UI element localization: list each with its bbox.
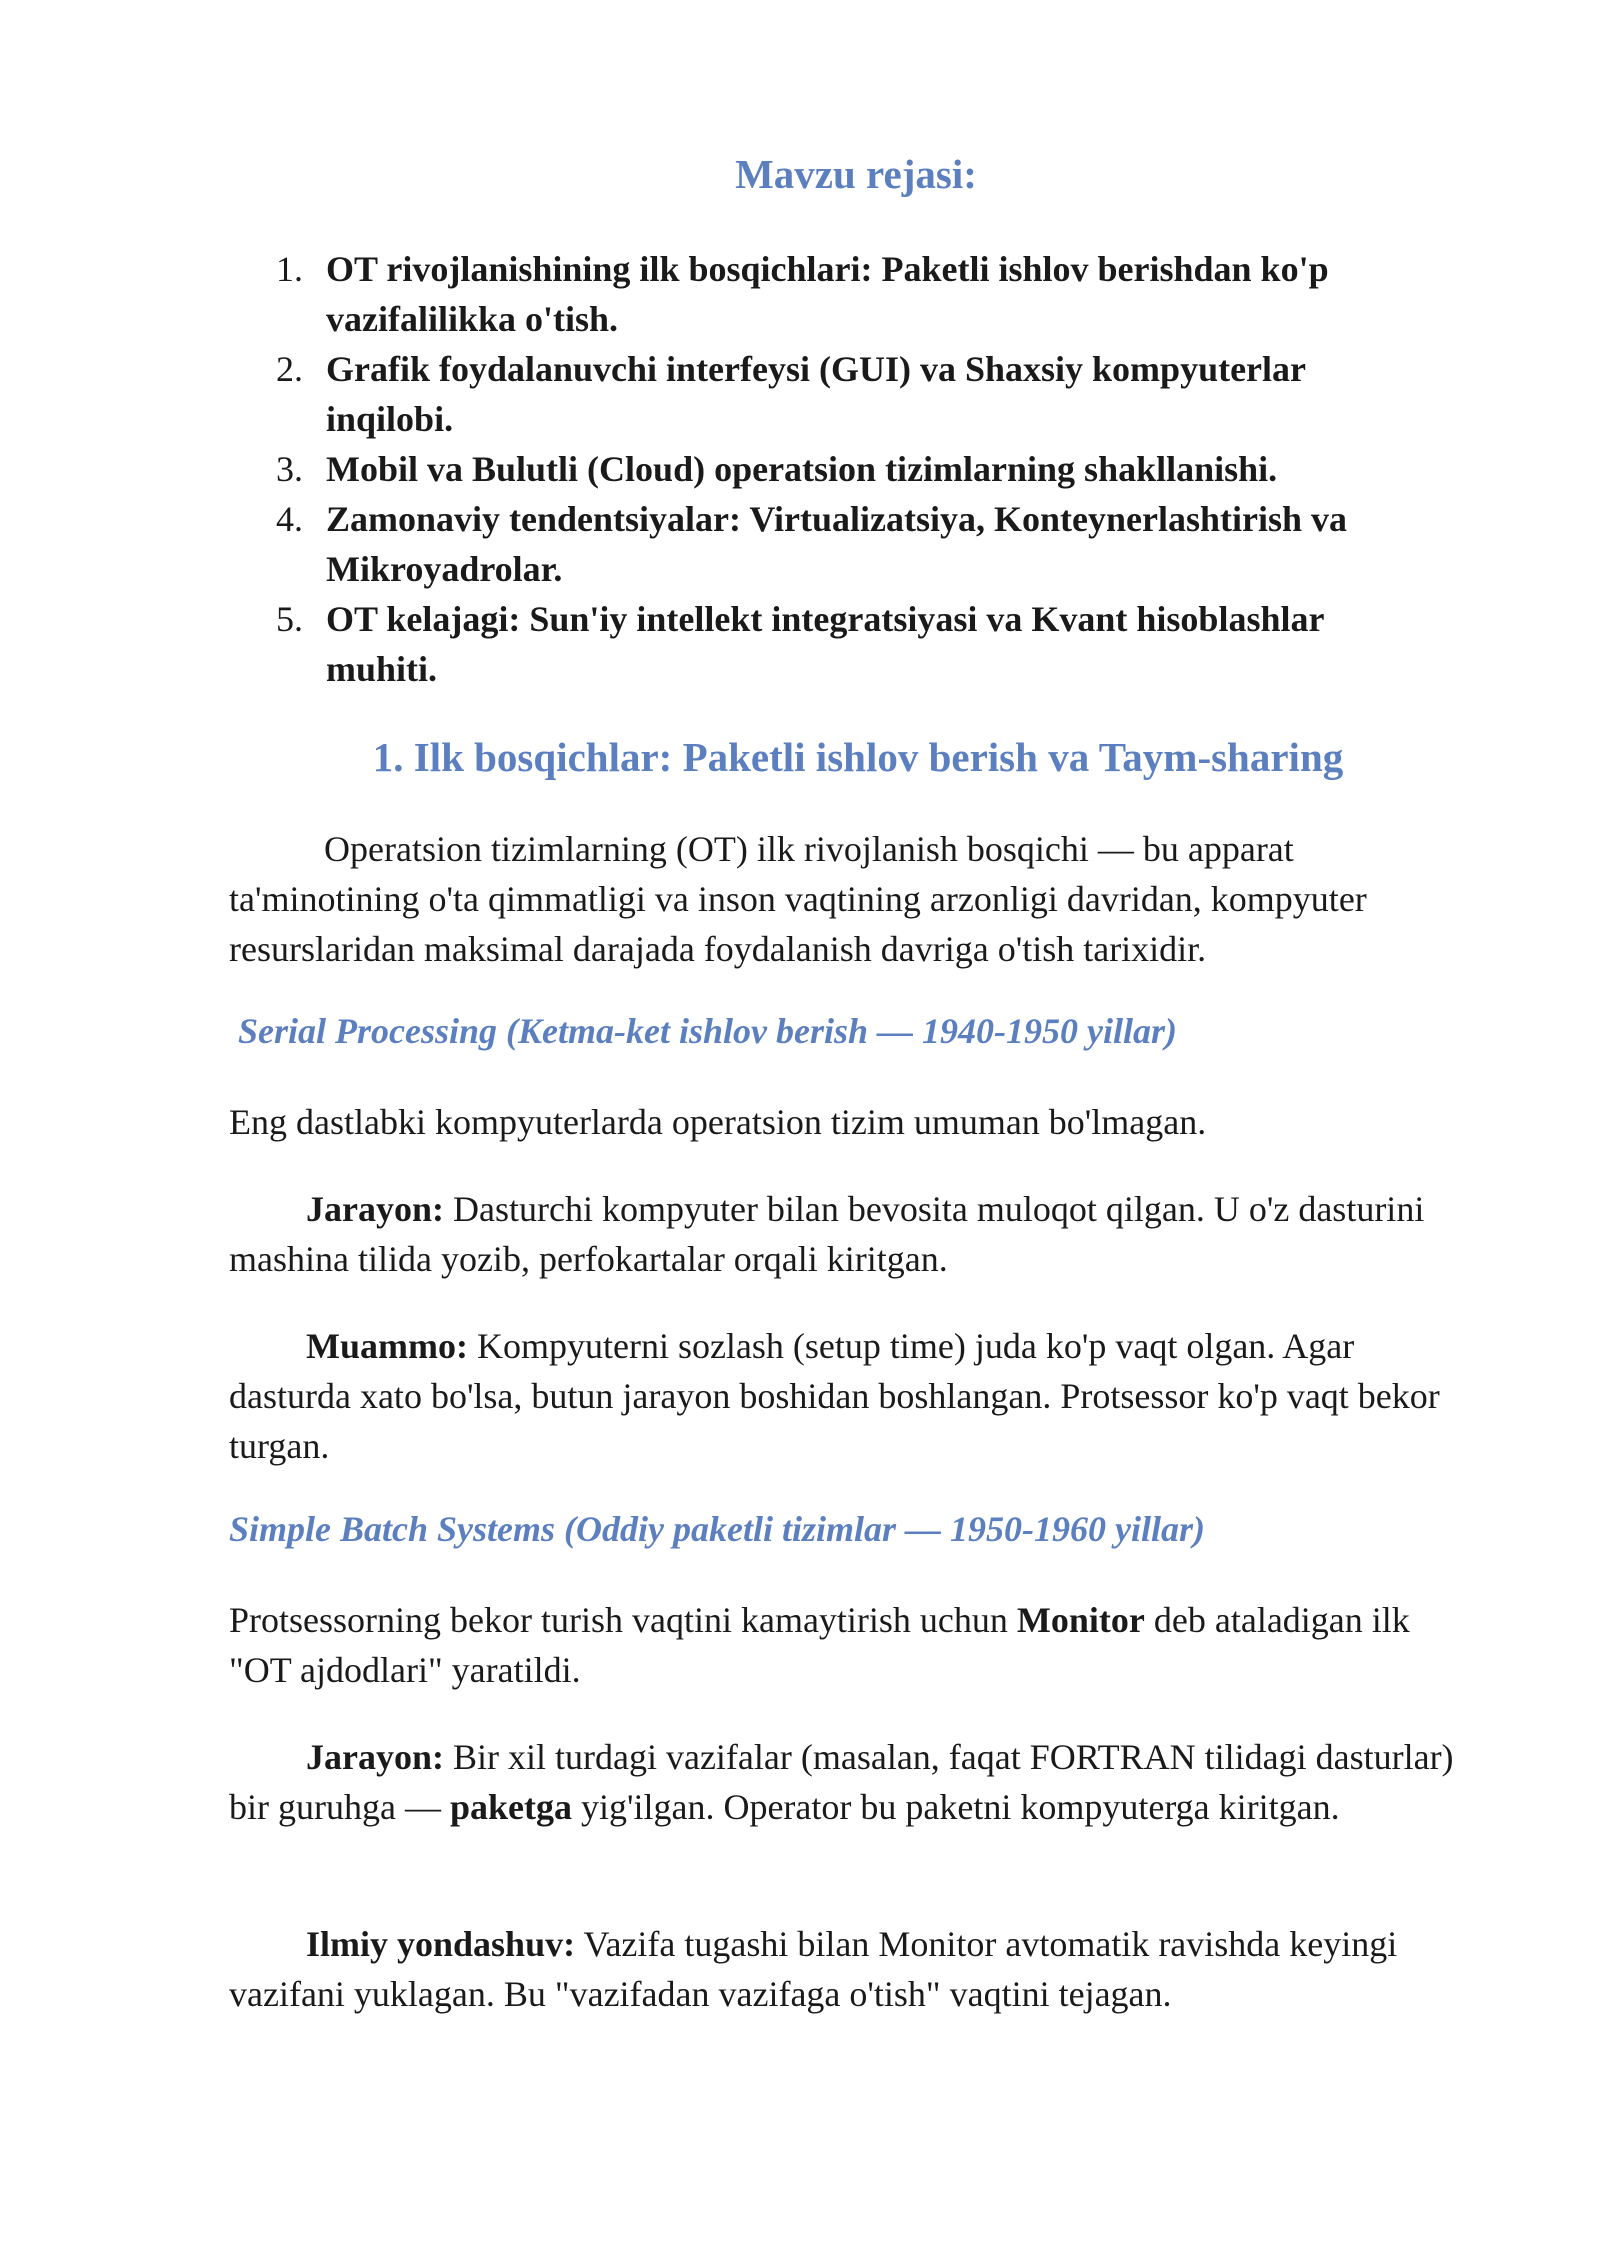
approach-label: Ilmiy yondashuv: bbox=[306, 1924, 576, 1964]
problem-text: Kompyuterni sozlash (setup time) juda ko'p vaqt olgan. Agar dasturda xato bo'lsa, butun jarayon boshidan boshlangan. Protsessor ko'p vaqt bekor turgan. bbox=[229, 1326, 1440, 1466]
problem-label: Muammo: bbox=[306, 1326, 468, 1366]
plan-item-number: 1. bbox=[276, 249, 303, 289]
process-label: Jarayon: bbox=[306, 1189, 444, 1229]
process-label: Jarayon: bbox=[306, 1737, 444, 1777]
paketga-term: paketga bbox=[449, 1787, 572, 1827]
plan-item bbox=[270, 594, 1430, 694]
batch-systems-heading: Simple Batch Systems (Oddiy paketli tizimlar — 1950-1960 yillar) bbox=[229, 1509, 1205, 1549]
section-intro-paragraph: Operatsion tizimlarning (OT) ilk rivojlanish bosqichi — bu apparat ta'minotining o'ta qimmatligi va inson vaqtining arzonligi davridan, kompyuter resurslaridan maksimal darajada foydalanish davriga o'tish tarixidir. bbox=[229, 829, 1367, 969]
plan-item bbox=[270, 244, 1430, 344]
serial-intro-paragraph: Eng dastlabki kompyuterlarda operatsion tizim umuman bo'lmagan. bbox=[229, 1102, 1207, 1142]
page-title: Mavzu rejasi: bbox=[735, 151, 977, 197]
plan-item-text: Grafik foydalanuvchi interfeysi (GUI) va Shaxsiy kompyuterlar inqilobi. bbox=[326, 349, 1306, 439]
batch-process-paragraph bbox=[229, 1732, 1479, 1832]
batch-intro-text-end: deb ataladigan ilk "OT ajdodlari" yaratildi. bbox=[229, 1600, 1410, 1690]
plan-item-number: 5. bbox=[276, 599, 303, 639]
monitor-term: Monitor bbox=[1016, 1600, 1145, 1640]
plan-item-text: Zamonaviy tendentsiyalar: Virtualizatsiya, Konteynerlashtirish va Mikroyadrolar. bbox=[326, 499, 1347, 589]
plan-item-text: Mobil va Bulutli (Cloud) operatsion tizimlarning shakllanishi. bbox=[326, 449, 1278, 489]
process-text: Dasturchi kompyuter bilan bevosita muloqot qilgan. U o'z dasturini mashina tilida yozib, perfokartalar orqali kiritgan. bbox=[229, 1189, 1425, 1279]
serial-problem-paragraph bbox=[229, 1321, 1479, 1471]
process-text: Bir xil turdagi vazifalar (masalan, faqat FORTRAN tilidagi dasturlar) bir guruhga — bbox=[229, 1737, 1454, 1827]
serial-process-paragraph bbox=[229, 1184, 1479, 1284]
plan-item-text: OT kelajagi: Sun'iy intellekt integratsiyasi va Kvant hisoblashlar muhiti. bbox=[326, 599, 1324, 689]
plan-item bbox=[270, 344, 1430, 444]
plan-item-text: OT rivojlanishining ilk bosqichlari: Paketli ishlov berishdan ko'p vazifalilikka o'tish. bbox=[326, 249, 1329, 339]
plan-item bbox=[270, 494, 1430, 594]
plan-item-number: 4. bbox=[276, 499, 303, 539]
approach-text: Vazifa tugashi bilan Monitor avtomatik ravishda keyingi vazifani yuklagan. Bu "vazifadan vazifaga o'tish" vaqtini tejagan. bbox=[229, 1924, 1398, 2014]
section-heading: 1. Ilk bosqichlar: Paketli ishlov berish va Taym-sharing bbox=[372, 734, 1344, 780]
plan-item bbox=[270, 444, 1430, 494]
topic-plan-list bbox=[270, 244, 1430, 694]
batch-intro-paragraph bbox=[229, 1595, 1479, 1695]
plan-item-number: 2. bbox=[276, 349, 303, 389]
plan-item-number: 3. bbox=[276, 449, 303, 489]
batch-approach-paragraph bbox=[229, 1919, 1479, 2019]
batch-intro-text: Protsessorning bekor turish vaqtini kamaytirish uchun bbox=[229, 1600, 1017, 1640]
process-text-end: yig'ilgan. Operator bu paketni kompyuterga kiritgan. bbox=[571, 1787, 1340, 1827]
serial-processing-heading: Serial Processing (Ketma-ket ishlov berish — 1940-1950 yillar) bbox=[238, 1011, 1177, 1051]
